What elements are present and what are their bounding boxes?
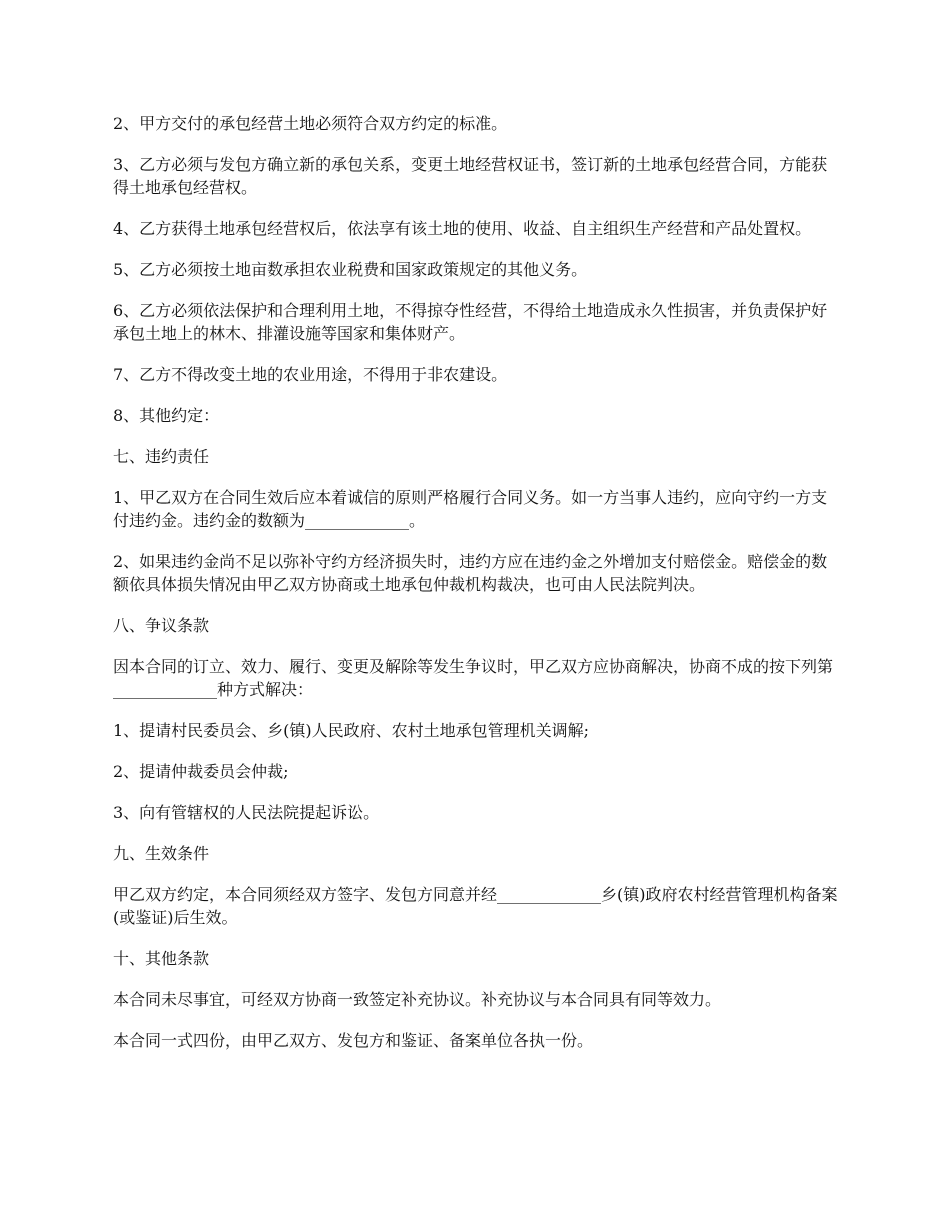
clause-4: 4、乙方获得土地承包经营权后，依法享有该土地的使用、收益、自主组织生产经营和产品处置权。 [113, 219, 812, 238]
section-heading-liability: 七、违约责任 [113, 447, 210, 466]
clause-8: 8、其他约定： [113, 406, 220, 425]
other-clause-2: 本合同一式四份，由甲乙双方、发包方和鉴证、备案单位各执一份。 [113, 1031, 594, 1050]
dispute-option-2: 2、提请仲裁委员会仲裁; [113, 762, 289, 781]
section-heading-effect: 九、生效条件 [113, 844, 210, 863]
section-heading-other: 十、其他条款 [113, 949, 210, 968]
clause-5: 5、乙方必须按土地亩数承担农业税费和国家政策规定的其他义务。 [113, 260, 588, 279]
liability-clause-1: 1、甲乙双方在合同生效后应本着诚信的原则严格履行合同义务。如一方当事人违约，应向守约一方支付违约金。违约金的数额为_____________。 [113, 488, 828, 530]
liability-clause-2: 2、如果违约金尚不足以弥补守约方经济损失时，违约方应在违约金之外增加支付赔偿金。赔偿金的数额依具体损失情况由甲乙双方协商或土地承包仲裁机构裁决，也可由人民法院判决。 [113, 552, 828, 594]
dispute-option-3: 3、向有管辖权的人民法院提起诉讼。 [113, 803, 380, 822]
clause-3: 3、乙方必须与发包方确立新的承包关系，变更土地经营权证书，签订新的土地承包经营合同，方能获得土地承包经营权。 [113, 155, 828, 197]
clause-2: 2、甲方交付的承包经营土地必须符合双方约定的标准。 [113, 114, 508, 133]
section-heading-dispute: 八、争议条款 [113, 616, 210, 635]
dispute-intro: 因本合同的订立、效力、履行、变更及解除等发生争议时，甲乙双方应协商解决，协商不成的按下列第_____________种方式解决： [113, 657, 834, 699]
dispute-option-1: 1、提请村民委员会、乡(镇)人民政府、农村土地承包管理机关调解; [113, 721, 590, 740]
document-body [113, 112, 839, 1070]
clause-6: 6、乙方必须依法保护和合理利用土地，不得掠夺性经营，不得给土地造成永久性损害，并负责保护好承包土地上的林木、排灌设施等国家和集体财产。 [113, 301, 828, 343]
effect-clause: 甲乙双方约定，本合同须经双方签字、发包方同意并经_____________乡(镇)政府农村经营管理机构备案(或鉴证)后生效。 [113, 885, 838, 927]
other-clause-1: 本合同未尽事宜，可经双方协商一致签定补充协议。补充协议与本合同具有同等效力。 [113, 990, 722, 1009]
clause-7: 7、乙方不得改变土地的农业用途，不得用于非农建设。 [113, 365, 508, 384]
